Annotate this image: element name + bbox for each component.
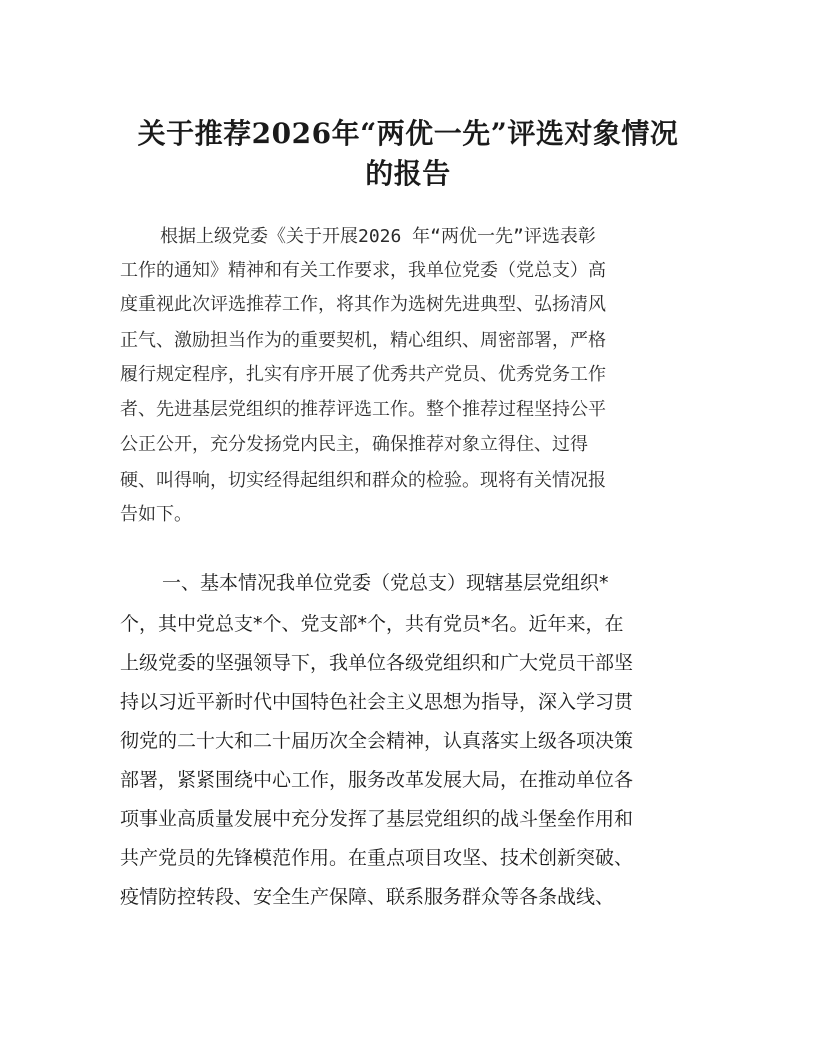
document-title-line-2: 的报告 <box>365 157 451 190</box>
intro-line: 正气、激励担当作为的重要契机，精心组织、周密部署，严格 <box>120 330 606 351</box>
body-line: 持以习近平新时代中国特色社会主义思想为指导，深入学习贯 <box>120 691 634 713</box>
document-title-line-1: 关于推荐2026年“两优一先”评选对象情况 <box>137 117 679 150</box>
intro-line: 工作的通知》精神和有关工作要求，我单位党委（党总支）高 <box>120 260 606 281</box>
intro-line: 告如下。 <box>120 504 192 525</box>
body-line: 疫情防控转段、安全生产保障、联系服务群众等各条战线、 <box>120 886 615 908</box>
intro-line: 者、先进基层党组织的推荐评选工作。整个推荐过程坚持公平 <box>120 399 606 420</box>
body-line: 项事业高质量发展中充分发挥了基层党组织的战斗堡垒作用和 <box>120 808 634 830</box>
intro-line: 公正公开，充分发扬党内民主，确保推荐对象立得住、过得 <box>120 434 588 455</box>
body-line: 部署，紧紧围绕中心工作，服务改革发展大局，在推动单位各 <box>120 769 634 791</box>
intro-line: 履行规定程序，扎实有序开展了优秀共产党员、优秀党务工作 <box>120 364 606 385</box>
intro-line: 硬、叫得响，切实经得起组织和群众的检验。现将有关情况报 <box>120 470 606 491</box>
body-line: 一、基本情况我单位党委（党总支）现辖基层党组织* <box>162 572 609 594</box>
body-line: 彻党的二十大和二十届历次全会精神，认真落实上级各项决策 <box>120 730 634 752</box>
intro-line: 度重视此次评选推荐工作，将其作为选树先进典型、弘扬清风 <box>120 294 606 315</box>
body-line: 上级党委的坚强领导下，我单位各级党组织和广大党员干部坚 <box>120 652 634 674</box>
body-line: 个，其中党总支*个、党支部*个，共有党员*名。近年来，在 <box>120 613 624 635</box>
body-line: 共产党员的先锋模范作用。在重点项目攻坚、技术创新突破、 <box>120 847 634 869</box>
intro-line: 根据上级党委《关于开展2026 年“两优一先”评选表彰 <box>160 226 596 247</box>
